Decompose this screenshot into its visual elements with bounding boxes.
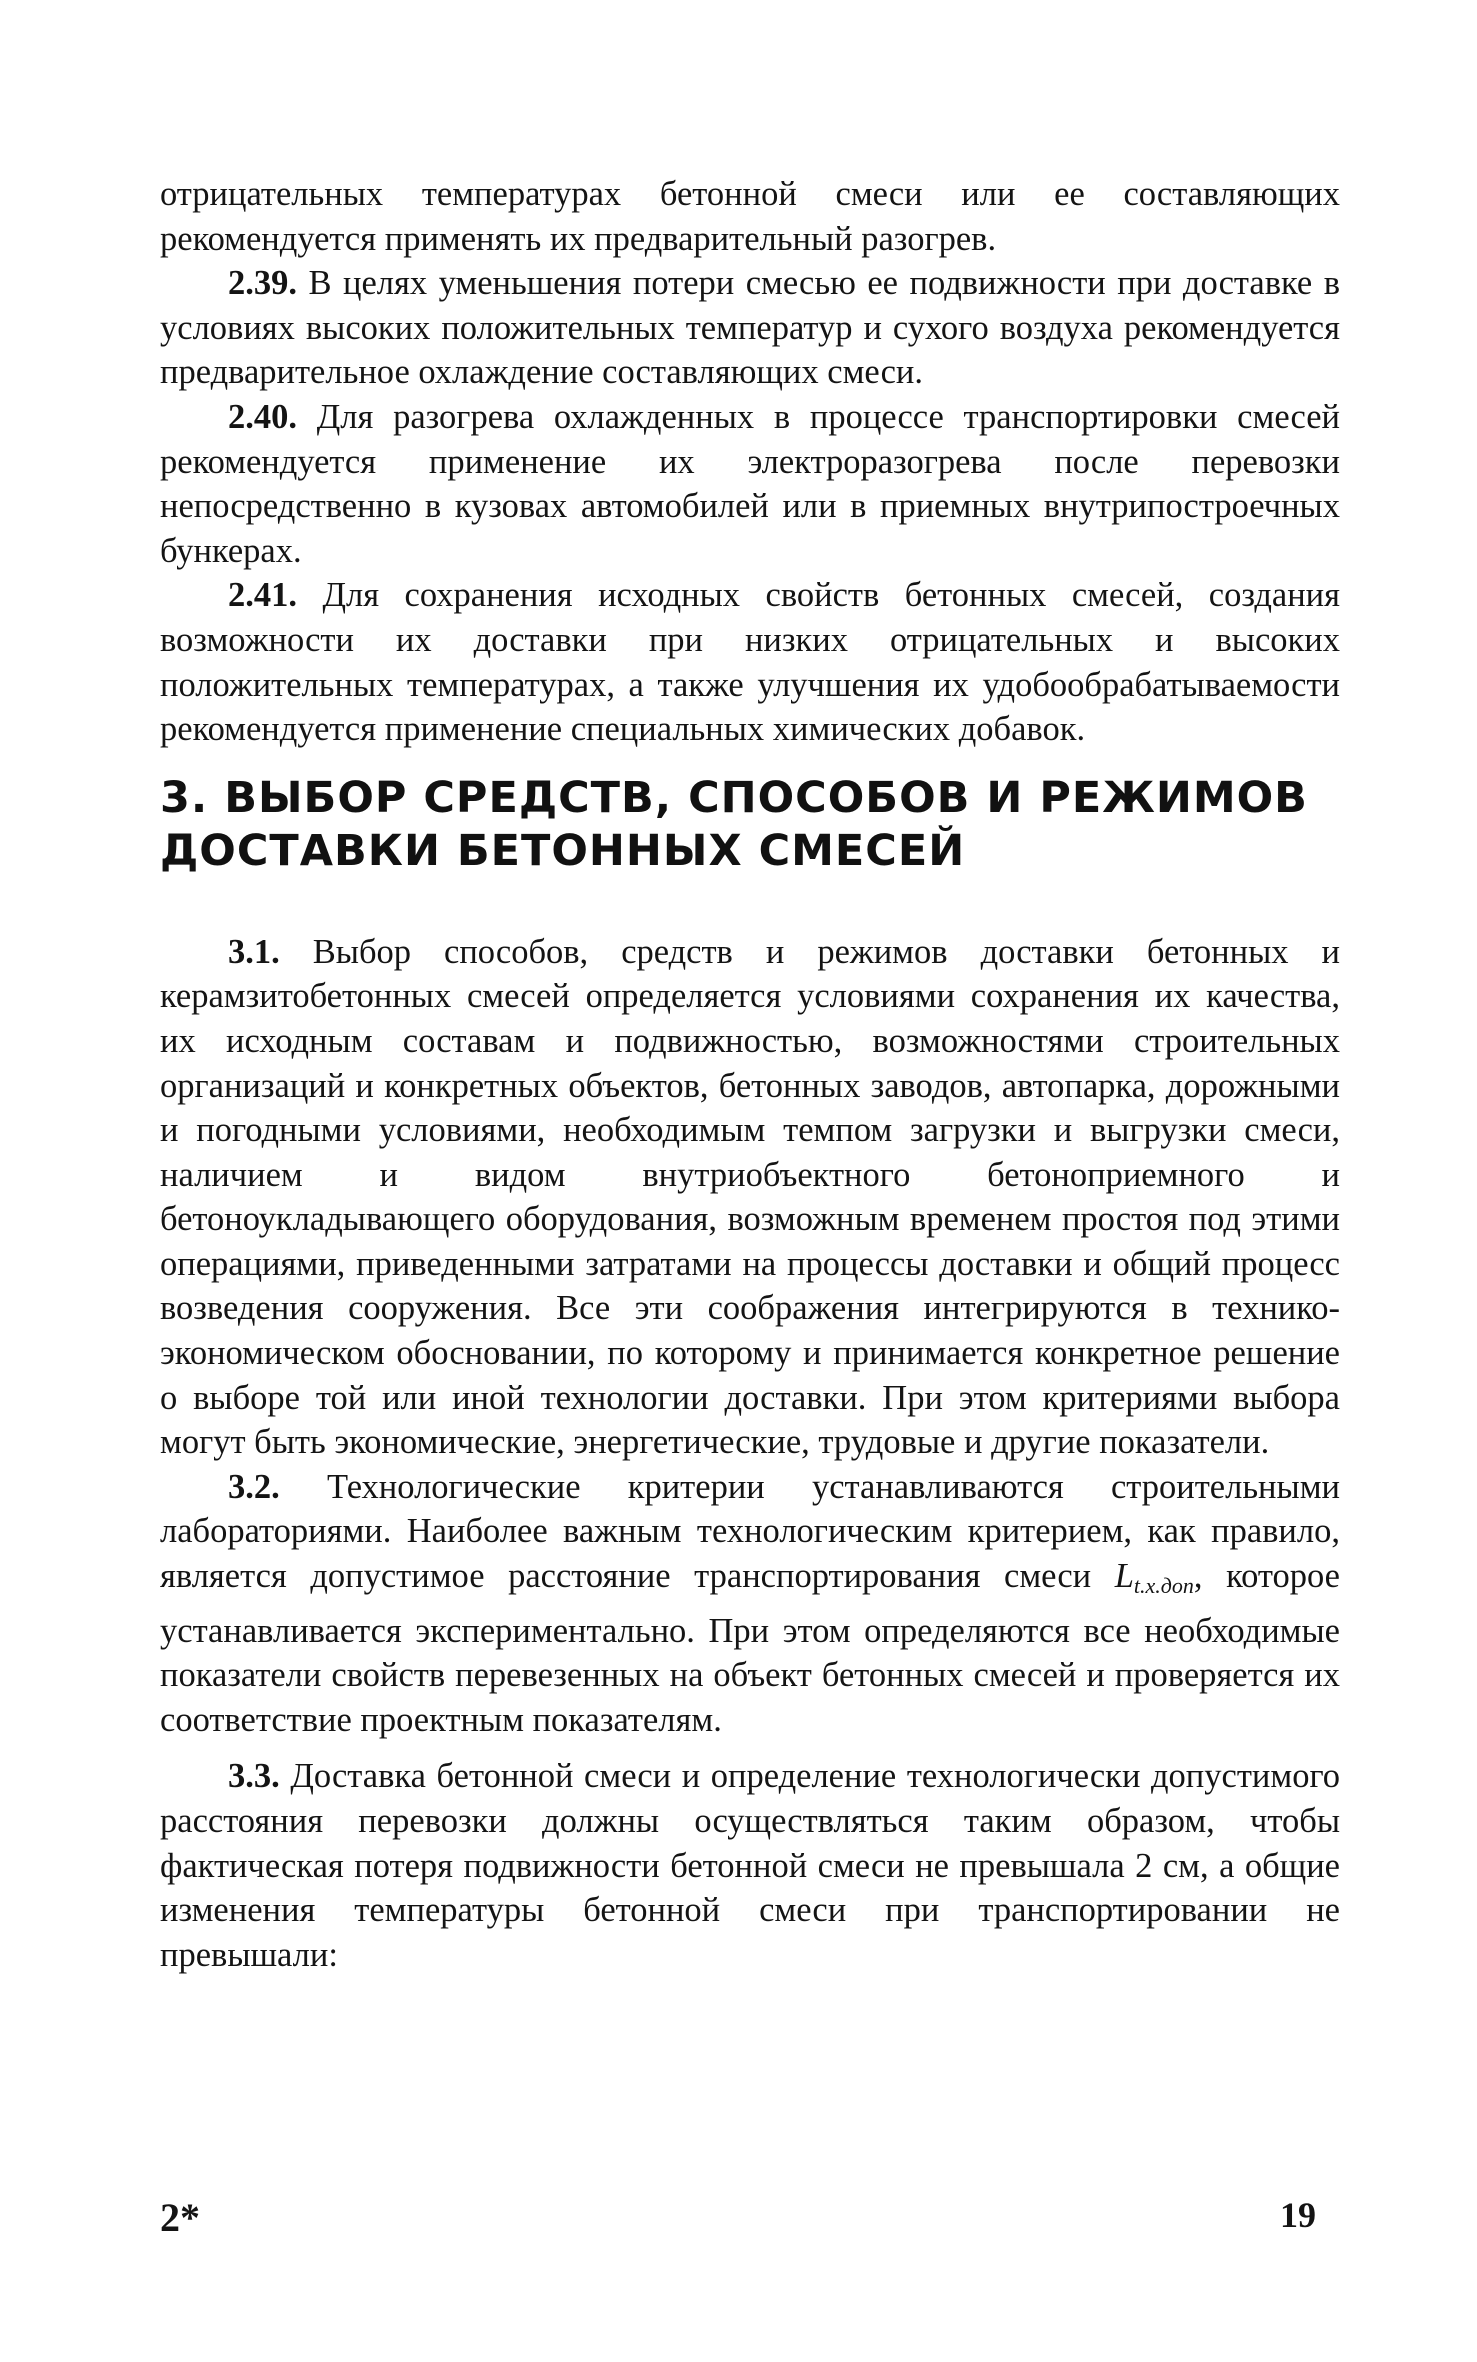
paragraph-text: В целях уменьшения потери смесью ее подвижности при доставке в условиях высоких положительных температур и сухого воздуха рекомендуется предварительное охлаждение составляющих смеси.: [160, 264, 1340, 392]
paragraph-3-1: [160, 930, 1340, 1465]
paragraph-2-41: [160, 573, 1340, 751]
paragraph-text: Для сохранения исходных свойств бетонных смесей, создания возможности их доставки при низких отрицательных и высоких положительных температурах, а также улучшения их удобообрабатываемости рекомендуется применение специальных химических добавок.: [160, 576, 1340, 749]
paragraph-3-2: [160, 1465, 1340, 1743]
paragraph-text: Технологические критерии устанавливаются строительными лабораториями. Наиболее важным технологическим критерием, как правило, является допустимое расстояние транспортирования смеси: [160, 1467, 1340, 1596]
paragraph-number: 3.3.: [228, 1757, 280, 1796]
paragraph-number: 2.40.: [228, 397, 297, 436]
paragraph-number: 2.41.: [228, 576, 297, 615]
signature-mark: 2*: [160, 2195, 200, 2240]
paragraph-2-39: [160, 261, 1340, 395]
paragraph-text: , которое устанавливается экспериментально. При этом определяются все необходимые показатели свойств перевезенных на объект бетонных смесей и проверяется их соответствие проектным показателям.: [160, 1557, 1340, 1739]
paragraph-text: Выбор способов, средств и режимов доставки бетонных и керамзитобетонных смесей определяется условиями сохранения их качества, их исходным составам и подвижностью, возможностями строительных организаций и конкретных объектов, бетонных заводов, автопарка, дорожными и погодными условиями, необходимым темпом загрузки и выгрузки смеси, наличием и видом внутриобъектного бетоноприемного и бетоноукладывающего оборудования, возможным временем простоя под этими операциями, приведенными затратами на процессы доставки и общий процесс возведения сооружения. Все эти соображения интегрируются в технико-экономическом обосновании, по которому и принимается конкретное решение о выборе той или иной технологии доставки. При этом критериями выбора могут быть экономические, энергетические, трудовые и другие показатели.: [160, 932, 1340, 1462]
paragraph-text: отрицательных температурах бетонной смеси или ее составляющих рекомендуется применять их предварительный разогрев.: [160, 175, 1340, 258]
paragraph-number: 2.39.: [228, 264, 297, 303]
paragraph-continued: [160, 172, 1340, 261]
distance-symbol: L: [1114, 1557, 1134, 1596]
distance-symbol-subscript: t.x.доп: [1133, 1573, 1194, 1599]
paragraph-3-3: [160, 1754, 1340, 1977]
paragraph-number: 3.1.: [228, 932, 280, 971]
page-number: 19: [1280, 2195, 1316, 2235]
section-heading: 3. ВЫБОР СРЕДСТВ, СПОСОБОВ И РЕЖИМОВ ДОСТАВКИ БЕТОННЫХ СМЕСЕЙ: [160, 772, 1308, 876]
paragraph-text: Для разогрева охлажденных в процессе транспортировки смесей рекомендуется применение их электроразогрева после перевозки непосредственно в кузовах автомобилей или в приемных внутрипостроечных бункерах.: [160, 397, 1340, 570]
paragraph-text: Доставка бетонной смеси и определение технологически допустимого расстояния перевозки должны осуществляться таким образом, чтобы фактическая потеря подвижности бетонной смеси не превышала 2 см, а общие изменения температуры бетонной смеси при транспортировании не превышали:: [160, 1757, 1340, 1974]
page-content: [160, 172, 1340, 1977]
paragraph-2-40: [160, 395, 1340, 573]
paragraph-number: 3.2.: [228, 1467, 280, 1506]
